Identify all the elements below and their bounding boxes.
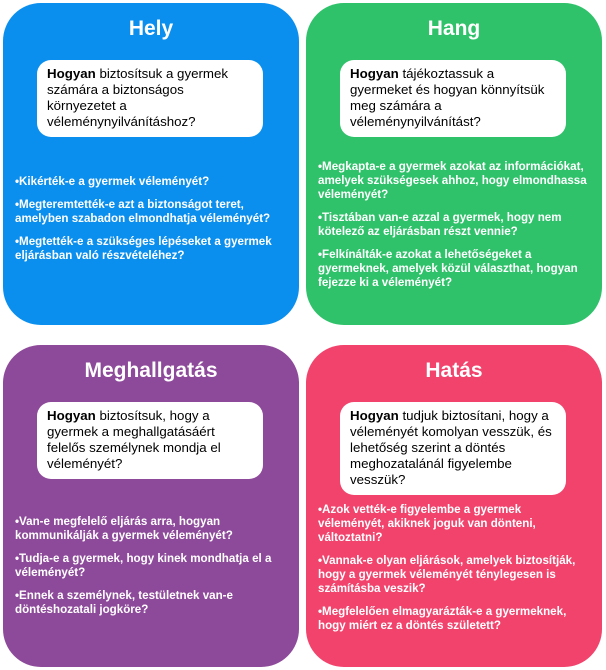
bullet-list [318,160,590,299]
question-text: tájékoztassuk a gyermeket és hogyan könnyítsük meg számára a véleménynyilvánítást? [350,66,545,129]
bullet-item: •Megtették-e a szükséges lépéseket a gyermek eljárásban való részvételéhez? [15,235,272,262]
bullet-item: •Azok vették-e figyelembe a gyermek véleményét, akiknek joguk van dönteni, változtatni? [318,503,536,544]
question-keyword: Hogyan [350,408,399,423]
bullet-item: •Megfelelően elmagyarázták-e a gyermeknek, hogy miért ez a döntés született? [318,605,567,632]
question-box [37,402,263,479]
question-text: biztosítsuk a gyermek számára a biztonságos környezetet a véleménynyilvánításhoz? [47,66,229,129]
bullet-item: •Vannak-e olyan eljárások, amelyek biztosítják, hogy a gyermek véleményét ténylegesen is számításba veszik? [318,554,576,595]
bullet-list [15,515,287,626]
card-title: Hang [427,17,481,40]
card-hang [306,3,602,325]
bullet-list [15,175,287,272]
card-title: Meghallgatás [84,359,218,382]
bullet-item: •Felkínálták-e azokat a lehetőségeket a gyermeknek, amelyek közül választhat, hogyan fejezze ki a véleményét? [318,248,578,289]
question-keyword: Hogyan [47,66,96,81]
bullet-item: •Van-e megfelelő eljárás arra, hogyan kommunikálják a gyermek véleményét? [15,515,233,542]
question-box [37,60,263,137]
bullet-item: •Tisztában van-e azzal a gyermek, hogy nem kötelező az eljárásban részt vennie? [318,211,562,238]
bullet-item: •Tudja-e a gyermek, hogy kinek mondhatja el a véleményét? [15,552,272,579]
bullet-item: •Ennek a személynek, testületnek van-e döntéshozatali jogköre? [15,589,233,616]
bullet-item: •Kikérték-e a gyermek véleményét? [15,175,210,188]
card-meghallgatas [3,345,299,667]
question-box [340,402,566,495]
question-box [340,60,566,137]
card-title: Hely [128,17,174,40]
card-hely [3,3,299,325]
question-text: tudjuk biztosítani, hogy a véleményét komolyan vesszük, és lehetőség szerint a döntés meghozatalánál figyelembe vesszük? [350,408,552,487]
bullet-item: •Megkapta-e a gyermek azokat az információkat, amelyek szükségesek ahhoz, hogy elmondhassa véleményét? [318,160,587,201]
question-text: biztosítsuk, hogy a gyermek a meghallgatásáért felelős személynek mondja el véleményét? [47,408,221,471]
card-title: Hatás [425,359,483,382]
bullet-list [318,503,590,642]
card-hatas [306,345,602,667]
question-keyword: Hogyan [47,408,96,423]
question-keyword: Hogyan [350,66,399,81]
bullet-item: •Megteremtették-e azt a biztonságot teret, amelyben szabadon elmondhatja véleményét? [15,198,271,225]
